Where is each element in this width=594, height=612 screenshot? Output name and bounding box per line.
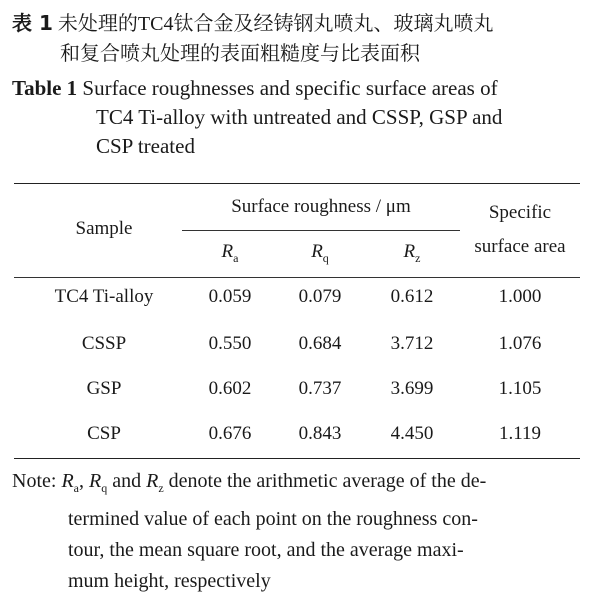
- header-surface-roughness: Surface roughness / μm: [231, 196, 411, 217]
- note-text-line2: termined value of each point on the roughness con-: [68, 508, 478, 530]
- cell-ssa: 1.105: [498, 378, 542, 399]
- note-and: and: [112, 470, 142, 492]
- note-prefix: Note:: [12, 470, 57, 492]
- note-text-line3: tour, the mean square root, and the average maxi-: [68, 539, 464, 561]
- cell-rq: 0.737: [298, 378, 342, 399]
- roughness-subheader-rule: [182, 230, 460, 231]
- cell-rz: 3.712: [390, 333, 434, 354]
- cell-ra: 0.676: [208, 423, 252, 444]
- cell-ra: 0.550: [208, 333, 252, 354]
- cell-ssa: 1.076: [498, 333, 542, 354]
- header-sample: Sample: [75, 218, 133, 239]
- cell-rq: 0.079: [298, 286, 342, 307]
- caption-en-line1: Surface roughnesses and specific surface areas of: [82, 76, 498, 100]
- cell-ssa: 1.000: [498, 286, 542, 307]
- cell-rz: 4.450: [390, 423, 434, 444]
- note-text-line1: denote the arithmetic average of the de-: [168, 470, 487, 492]
- cell-ssa: 1.119: [498, 423, 542, 444]
- caption-cn-line1: 未处理的TC4钛合金及经铸钢丸喷丸、玻璃丸喷丸: [57, 13, 494, 35]
- note-symbol-ra: $R_a$: [61, 470, 79, 495]
- table-note: Note: $R_a$, $R_q$ and $R_z$ denote the arithmetic average of the de- termined value of each point on the roughness con- tour, the mean square root, and the average maxi- mum height, respectively: [12, 466, 584, 597]
- caption-cn-line2: 和复合喷丸处理的表面粗糙度与比表面积: [60, 43, 420, 65]
- header-rq: $R_q$: [311, 241, 329, 265]
- caption-en-line3: CSP treated: [96, 134, 195, 158]
- caption-en-line2: TC4 Ti-alloy with untreated and CSSP, GSP and: [96, 105, 503, 129]
- table-bottom-rule: [14, 458, 580, 459]
- caption-en-label: Table 1: [12, 76, 78, 100]
- cell-ra: 0.059: [208, 286, 252, 307]
- header-ra: $R_a$: [221, 241, 239, 265]
- header-specific-line2: surface area: [474, 236, 566, 257]
- caption-english: [12, 74, 586, 161]
- header-rz: $R_z$: [403, 241, 421, 265]
- cell-sample: GSP: [86, 378, 122, 399]
- table-top-rule: [14, 183, 580, 184]
- cell-rz: 0.612: [390, 286, 434, 307]
- cell-rq: 0.684: [298, 333, 342, 354]
- cell-rq: 0.843: [298, 423, 342, 444]
- note-symbol-rz: $R_z$: [146, 470, 164, 495]
- table-header-rule: [14, 277, 580, 278]
- note-text-line4: mum height, respectively: [68, 570, 271, 592]
- cell-sample: TC4 Ti-alloy: [54, 286, 154, 307]
- note-symbol-rq: $R_q$: [88, 470, 108, 495]
- cell-sample: CSSP: [81, 333, 127, 354]
- cell-sample: CSP: [87, 423, 121, 444]
- cell-ra: 0.602: [208, 378, 252, 399]
- cell-rz: 3.699: [390, 378, 434, 399]
- header-specific-line1: Specific: [488, 202, 552, 223]
- caption-cn-label: 表 1: [12, 11, 53, 35]
- caption-chinese: [12, 8, 586, 69]
